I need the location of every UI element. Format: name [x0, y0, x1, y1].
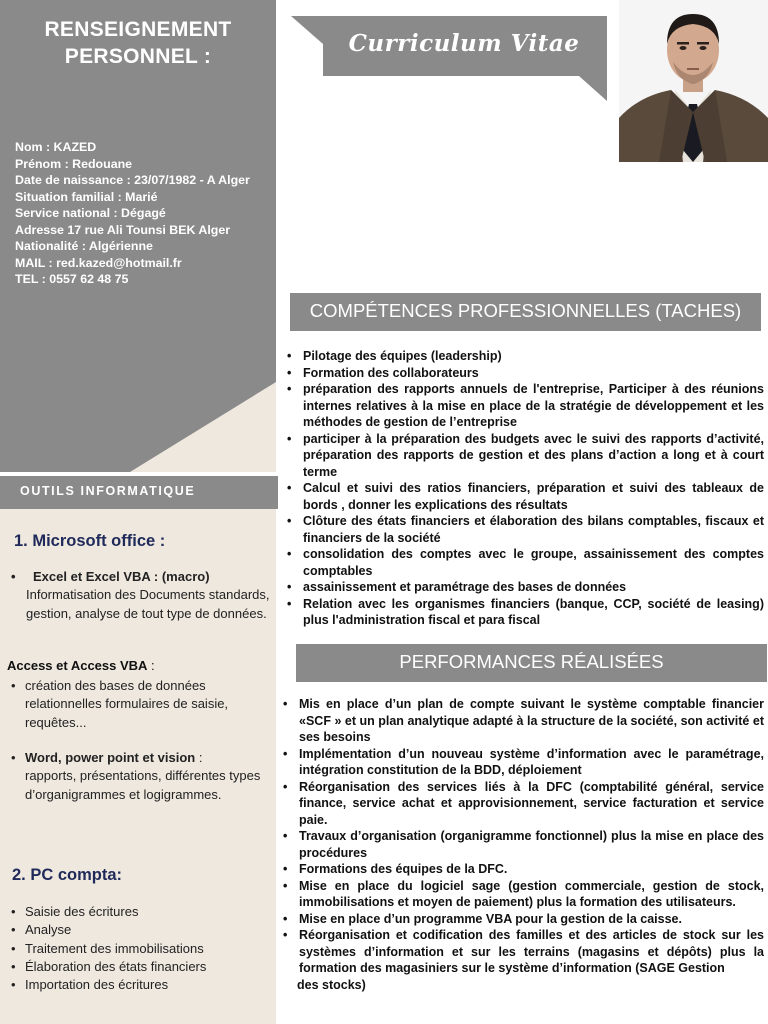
list-item: • Mise en place d’un programme VBA pour la gestion de la caisse. [283, 911, 764, 928]
access-heading: Access et Access VBA : [7, 658, 155, 673]
cv-title-banner [291, 16, 607, 101]
personal-info-list [15, 139, 275, 288]
list-item-continuation: des stocks) [297, 977, 366, 992]
cv-title: Curriculum Vitae [348, 30, 580, 57]
competences-title: COMPÉTENCES PROFESSIONNELLES (TACHES) [290, 293, 761, 331]
word-description: rapports, présentations, différentes types d’organigrammes et logigrammes. [25, 768, 261, 802]
birthdate-line: Date de naissance : 23/07/1982 - A Alger [15, 173, 250, 187]
competences-list [287, 348, 764, 629]
nationality-line: Nationalité : Algérienne [15, 239, 153, 253]
access-description: • création des bases de données relationnelles formulaires de saisie, requêtes... [8, 677, 270, 732]
list-item: • Formations des équipes de la DFC. [283, 861, 764, 878]
email-line: MAIL : red.kazed@hotmail.fr [15, 255, 182, 270]
list-item: • Réorganisation des services liés à la DFC (comptabilité général, service finance, service achat et approvisionnement, service facturation et service paie. [283, 779, 764, 829]
performances-list [283, 696, 764, 993]
list-item: • consolidation des comptes avec le groupe, assainissement des comptes comptables [287, 546, 764, 579]
list-item: • Mis en place d’un plan de compte suivant le système comptable financier «SCF » et un plan analytique adapté à la structure de la société, son activité et ses besoins [283, 696, 764, 746]
list-item: • Analyse [8, 921, 270, 939]
name-line: Nom : KAZED [15, 140, 97, 154]
military-service-line: Service national : Dégagé [15, 206, 166, 220]
list-item: • Élaboration des états financiers [8, 958, 270, 976]
firstname-line: Prénom : Redouane [15, 156, 133, 171]
list-item: • Relation avec les organismes financiers (banque, CCP, société de leasing) plus l'administration fiscal et para fiscal [287, 596, 764, 629]
marital-status-line: Situation familial : Marié [15, 189, 158, 204]
list-item: • Saisie des écritures [8, 903, 270, 921]
list-item: • participer à la préparation des budgets avec le suivi des rapports d’activité, préparation des rapports de gestion et des plans d’action a long et à court terme [287, 431, 764, 481]
word-block [8, 749, 270, 804]
portrait-image [619, 0, 768, 162]
excel-description: Informatisation des Documents standards, gestion, analyse de tout type de données. [26, 587, 270, 621]
excel-heading: • Excel et Excel VBA : (macro) [8, 568, 270, 586]
personal-info-title: RENSEIGNEMENT PERSONNEL : [44, 18, 232, 68]
list-item: • Pilotage des équipes (leadership) [287, 348, 764, 365]
list-item: • Traitement des immobilisations [8, 940, 270, 958]
decorative-triangle [130, 382, 276, 472]
performances-title: PERFORMANCES RÉALISÉES [296, 644, 767, 682]
list-item: • Clôture des états financiers et élaboration des bilans comptables, fiscaux et financiers de la société [287, 513, 764, 546]
phone-line: TEL : 0557 62 48 75 [15, 272, 129, 286]
list-item: • Implémentation d’un nouveau système d’information avec le paramétrage, intégration constitution de la BDD, déploiement [283, 746, 764, 779]
list-item: • Importation des écritures [8, 976, 270, 994]
address-line: Adresse 17 rue Ali Tounsi BEK Alger [15, 222, 231, 237]
pc-compta-title: 2. PC compta: [12, 866, 123, 884]
profile-photo [619, 0, 768, 162]
banner-shape [291, 16, 607, 101]
list-item: • Mise en place du logiciel sage (gestion commerciale, gestion de stock, immobilisations et moyen de paiement) plus la formation des utilisateurs. [283, 878, 764, 911]
list-item: • assainissement et paramétrage des bases de données [287, 579, 764, 596]
list-item: • Calcul et suivi des ratios financiers, préparation et suivi des tableaux de bords , donner les explications des résultats [287, 480, 764, 513]
list-item: • Réorganisation et codification des familles et des articles de stock sur les systèmes d’information et sur les terrains (magasins et dépôts) plus la formation des magasiniers sur le système d’information (SAGE Gestion [283, 927, 764, 977]
microsoft-office-title: 1. Microsoft office : [14, 532, 166, 550]
access-block [8, 677, 270, 732]
pc-compta-list [8, 903, 270, 994]
list-item: • préparation des rapports annuels de l'entreprise, Participer à des réunions internes relatives à la mise en place de la stratégie de développement et les méthodes de gestion de l’entreprise [287, 381, 764, 431]
excel-block [8, 568, 270, 623]
list-item: • Travaux d’organisation (organigramme fonctionnel) plus la mise en place des procédures [283, 828, 764, 861]
tools-section-title: OUTILS INFORMATIQUE [0, 476, 278, 509]
list-item: • Formation des collaborateurs [287, 365, 764, 382]
word-heading: • Word, power point et vision : [8, 749, 270, 767]
